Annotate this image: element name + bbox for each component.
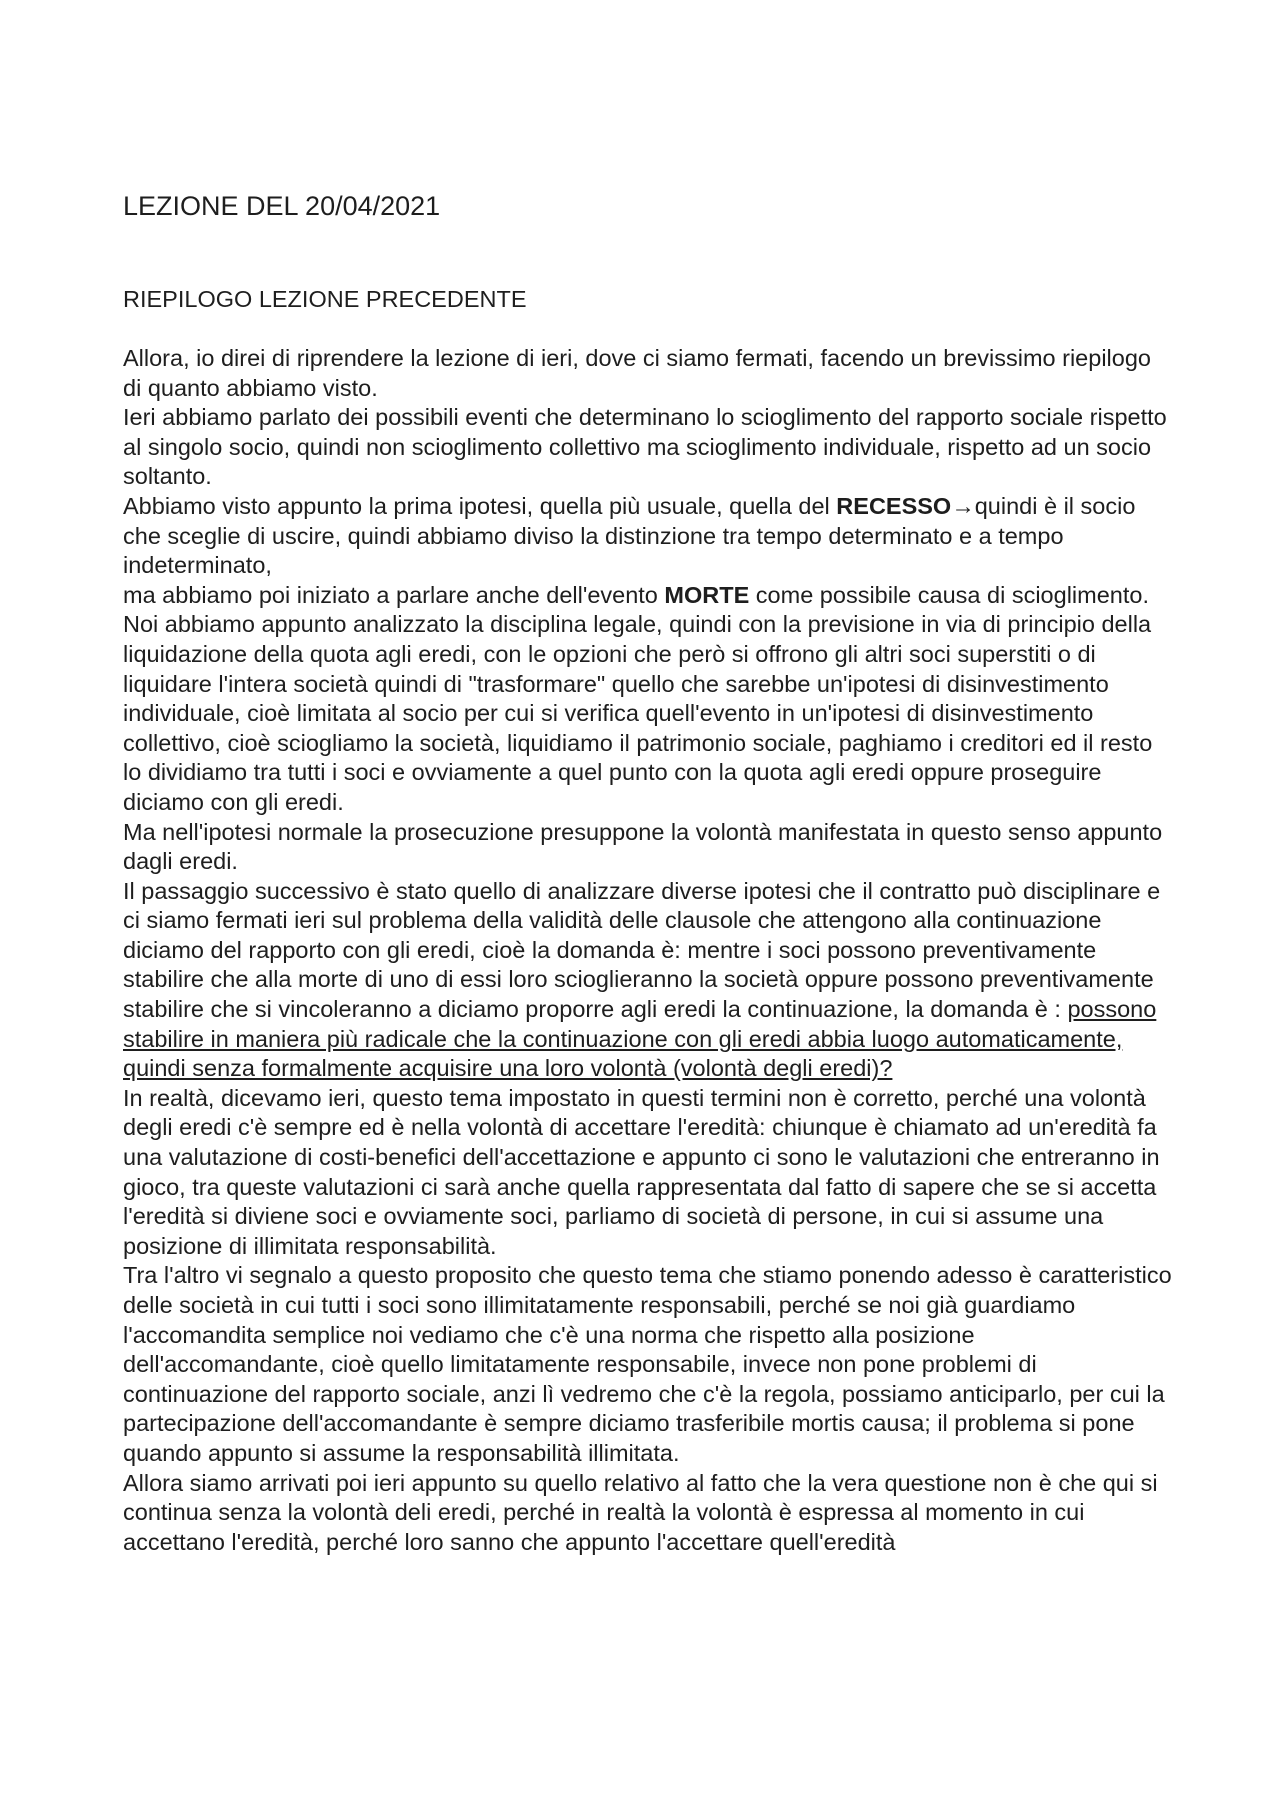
paragraph-4-text: ma abbiamo poi iniziato a parlare anche dell'evento	[123, 581, 665, 608]
paragraph-3	[123, 492, 1173, 581]
paragraph-4-continuation: come possibile causa di scioglimento.	[749, 581, 1149, 608]
section-subtitle: RIEPILOGO LEZIONE PRECEDENTE	[123, 286, 527, 312]
paragraph-2: Ieri abbiamo parlato dei possibili eventi che determinano lo scioglimento del rapporto sociale rispetto al singolo socio, quindi non scioglimento collettivo ma scioglimento individuale, rispetto ad un socio soltanto.	[123, 404, 1167, 490]
document-title: LEZIONE DEL 20/04/2021	[123, 191, 441, 221]
paragraph-9: Tra l'altro vi segnalo a questo proposito che questo tema che stiamo ponendo adesso è caratteristico delle società in cui tutti i soci sono illimitatamente responsabili, perché se noi già guardiamo l'accomandita semplice noi vediamo che c'è una norma che rispetto alla posizione dell'accomandante, cioè quello limitatamente responsabile, invece non pone problemi di continuazione del rapporto sociale, anzi lì vedremo che c'è la regola, possiamo anticiparlo, per cui la partecipazione dell'accomandante è sempre diciamo trasferibile mortis causa; il problema si pone quando appunto si assume la responsabilità illimitata.	[123, 1262, 1172, 1466]
paragraph-1: Allora, io direi di riprendere la lezione di ieri, dove ci siamo fermati, facendo un brevissimo riepilogo di quanto abbiamo visto.	[123, 345, 1151, 401]
paragraph-7	[123, 877, 1173, 1084]
paragraph-4	[123, 581, 1173, 611]
recesso-keyword: RECESSO	[836, 492, 952, 519]
morte-keyword: MORTE	[664, 581, 750, 608]
paragraph-7-text: Il passaggio successivo è stato quello di analizzare diverse ipotesi che il contratto può disciplinare e ci siamo fermati ieri sul problema della validità delle clausole che attengono alla continuazione diciamo del rapporto con gli eredi, cioè la domanda è: mentre i soci possono preventivamente stabilire che alla morte di uno di essi loro scioglieranno la società oppure possono preventivamente stabilire che si vincoleranno a diciamo proporre agli eredi la continuazione, la domanda è :	[123, 877, 1161, 1023]
underlined-question: possono stabilire in maniera più radicale che la continuazione con gli eredi abbia luogo automaticamente, quindi senza formalmente acquisire una loro volontà (volontà degli eredi)?	[123, 996, 1157, 1082]
arrow-right-icon: →	[951, 492, 975, 519]
paragraph-5: Noi abbiamo appunto analizzato la disciplina legale, quindi con la previsione in via di principio della liquidazione della quota agli eredi, con le opzioni che però si offrono gli altri soci superstiti o di liquidare l'intera società quindi di "trasformare" quello che sarebbe un'ipotesi di disinvestimento individuale, cioè limitata al socio per cui si verifica quell'evento in un'ipotesi di disinvestimento collettivo, cioè sciogliamo la società, liquidiamo il patrimonio sociale, paghiamo i creditori ed il resto lo dividiamo tra tutti i soci e ovviamente a quel punto con la quota agli eredi oppure proseguire diciamo con gli eredi.	[123, 611, 1153, 815]
paragraph-10: Allora siamo arrivati poi ieri appunto su quello relativo al fatto che la vera questione non è che qui si continua senza la volontà deli eredi, perché in realtà la volontà è espressa al momento in cui accettano l'eredità, perché loro sanno che appunto l'accettare quell'eredità	[123, 1469, 1158, 1555]
document-page	[123, 186, 1173, 1557]
paragraph-3-continuation: quindi è il socio che sceglie di uscire, quindi abbiamo diviso la distinzione tra tempo determinato e a tempo indeterminato,	[123, 492, 1136, 579]
paragraph-6: Ma nell'ipotesi normale la prosecuzione presuppone la volontà manifestata in questo senso appunto dagli eredi.	[123, 818, 1163, 875]
paragraph-8: In realtà, dicevamo ieri, questo tema impostato in questi termini non è corretto, perché una volontà degli eredi c'è sempre ed è nella volontà di accettare l'eredità: chiunque è chiamato ad un'eredità fa una valutazione di costi-benefici dell'accettazione e appunto ci sono le valutazioni che entreranno in gioco, tra queste valutazioni ci sarà anche quella rappresentata dal fatto di sapere che se si accetta l'eredità si diviene soci e ovviamente soci, parliamo di società di persone, in cui si assume una posizione di illimitata responsabilità.	[123, 1084, 1160, 1259]
paragraph-3-text: Abbiamo visto appunto la prima ipotesi, quella più usuale, quella del	[123, 492, 837, 519]
